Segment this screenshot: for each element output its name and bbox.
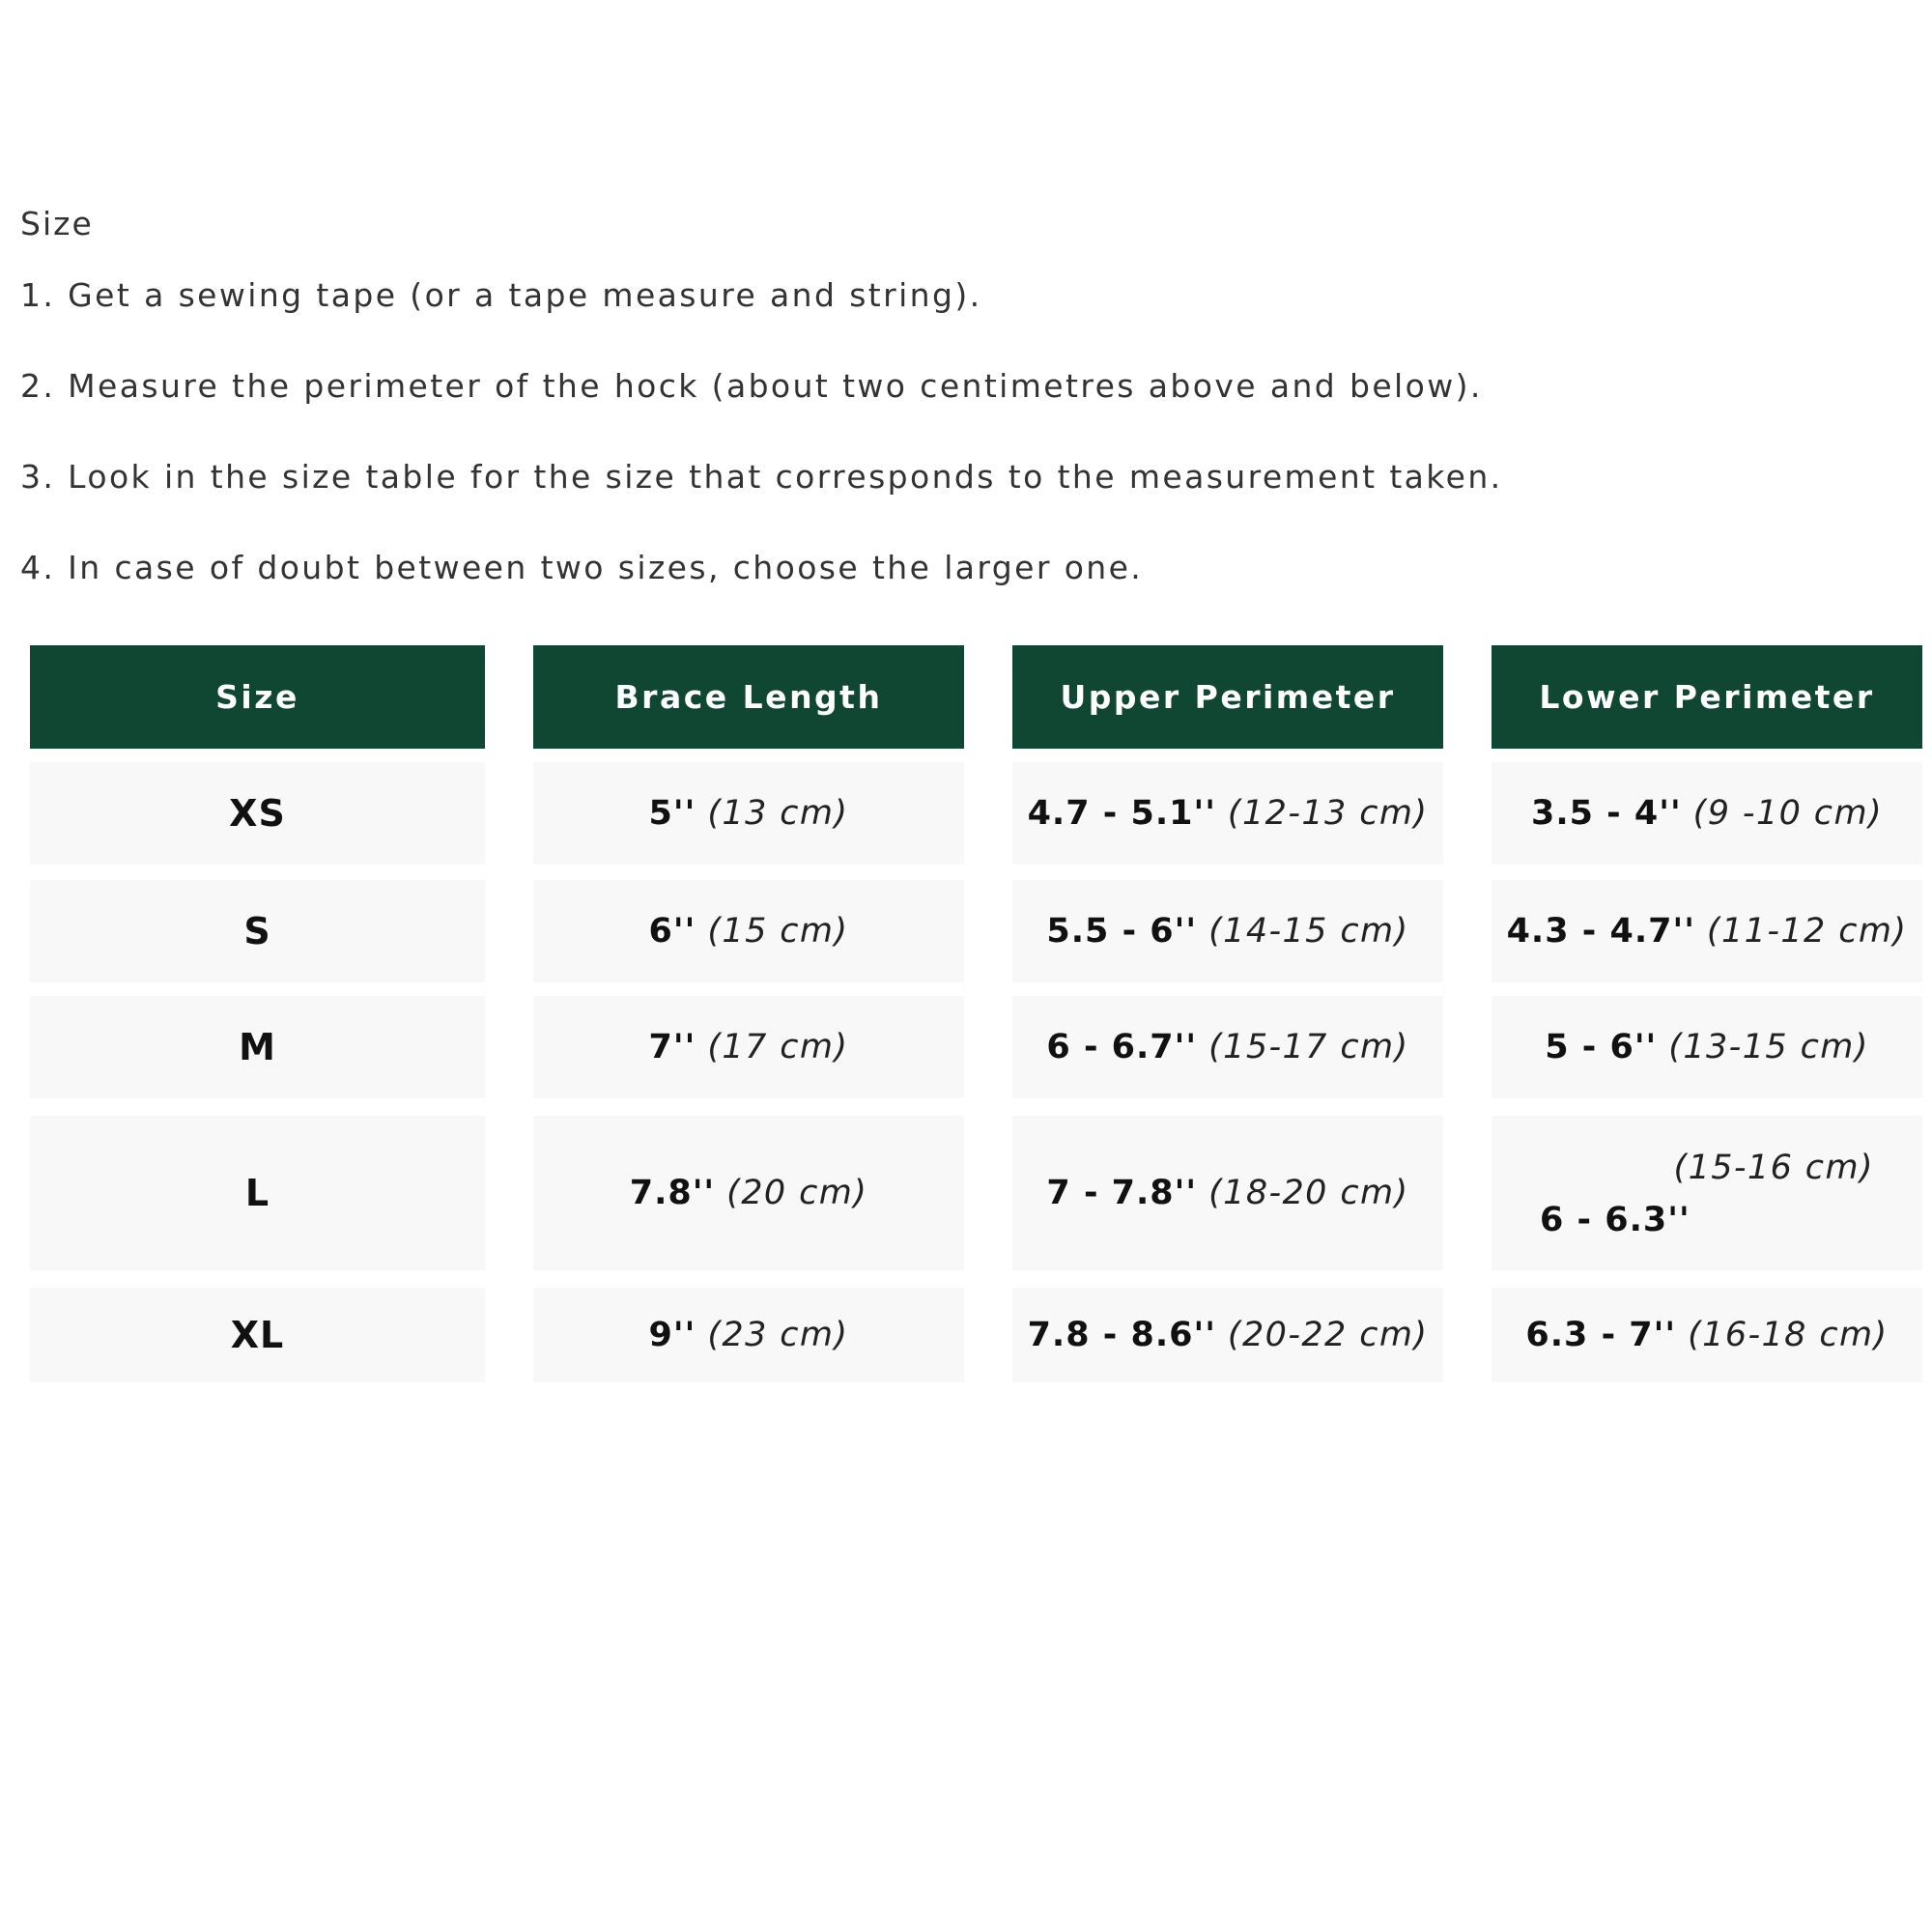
cell-size <box>30 762 485 865</box>
cell-size <box>30 880 485 982</box>
value-inches: 4.3 - 4.7'' <box>1506 912 1695 951</box>
value-cm: (23 cm) <box>707 1316 849 1354</box>
instruction-step-1: 1. Get a sewing tape (or a tape measure and string). <box>20 276 982 314</box>
value-inches: 5.5 - 6'' <box>1046 912 1198 951</box>
value-inches: 5'' <box>648 794 696 833</box>
cell-lower-perimeter <box>1492 1288 1922 1382</box>
value-cm: (15-16 cm) <box>1673 1149 1874 1187</box>
value-inches: 5 - 6'' <box>1545 1028 1658 1066</box>
value-inches: 7 - 7.8'' <box>1046 1174 1198 1212</box>
header-size: Size <box>30 645 485 749</box>
cell-size <box>30 1288 485 1382</box>
value-cm: (18-20 cm) <box>1208 1174 1409 1212</box>
value-inches: 6'' <box>648 912 696 951</box>
cell-size <box>30 996 485 1098</box>
cell-brace-length <box>533 1288 964 1382</box>
value-cm: (11-12 cm) <box>1706 912 1908 951</box>
instruction-step-2: 2. Measure the perimeter of the hock (about two centimetres above and below). <box>20 367 1483 405</box>
cell-brace-length <box>533 996 964 1098</box>
cell-upper-perimeter <box>1012 1288 1443 1382</box>
value-cm: (17 cm) <box>707 1028 849 1066</box>
value-cm: (15-17 cm) <box>1208 1028 1409 1066</box>
size-label: XS <box>229 792 286 835</box>
header-lower-perimeter: Lower Perimeter <box>1492 645 1922 749</box>
value-cm: (12-13 cm) <box>1227 794 1429 833</box>
header-upper-perimeter: Upper Perimeter <box>1012 645 1443 749</box>
size-label: L <box>244 1172 270 1214</box>
size-label: M <box>239 1026 276 1068</box>
cell-upper-perimeter <box>1012 996 1443 1098</box>
value-inches: 6 - 6.3'' <box>1540 1201 1690 1239</box>
header-brace-length: Brace Length <box>533 645 964 749</box>
value-inches: 7.8 - 8.6'' <box>1027 1316 1216 1354</box>
value-cm: (13-15 cm) <box>1668 1028 1869 1066</box>
value-inches: 4.7 - 5.1'' <box>1027 794 1216 833</box>
value-cm: (9 -10 cm) <box>1692 794 1884 833</box>
cell-upper-perimeter <box>1012 1116 1443 1270</box>
cell-upper-perimeter <box>1012 880 1443 982</box>
cell-brace-length <box>533 880 964 982</box>
cell-upper-perimeter <box>1012 762 1443 865</box>
value-inches: 6 - 6.7'' <box>1046 1028 1198 1066</box>
value-cm: (20 cm) <box>726 1174 868 1212</box>
cell-lower-perimeter <box>1492 1116 1922 1270</box>
instruction-step-4: 4. In case of doubt between two sizes, choose the larger one. <box>20 549 1144 586</box>
size-label: XL <box>230 1314 285 1356</box>
cell-brace-length <box>533 1116 964 1270</box>
cell-brace-length <box>533 762 964 865</box>
value-cm: (16-18 cm) <box>1688 1316 1889 1354</box>
cell-lower-perimeter <box>1492 762 1922 865</box>
cell-size <box>30 1116 485 1270</box>
cell-lower-perimeter <box>1492 880 1922 982</box>
section-heading: Size <box>20 205 94 242</box>
value-cm: (15 cm) <box>707 912 849 951</box>
size-label: S <box>243 910 271 952</box>
value-cm: (13 cm) <box>707 794 849 833</box>
value-cm: (14-15 cm) <box>1208 912 1409 951</box>
value-inches: 3.5 - 4'' <box>1530 794 1682 833</box>
value-inches: 9'' <box>648 1316 696 1354</box>
value-inches: 7.8'' <box>629 1174 716 1212</box>
cell-lower-perimeter <box>1492 996 1922 1098</box>
value-cm: (20-22 cm) <box>1227 1316 1429 1354</box>
value-inches: 7'' <box>648 1028 696 1066</box>
instruction-step-3: 3. Look in the size table for the size that corresponds to the measurement taken. <box>20 458 1503 496</box>
value-inches: 6.3 - 7'' <box>1525 1316 1677 1354</box>
